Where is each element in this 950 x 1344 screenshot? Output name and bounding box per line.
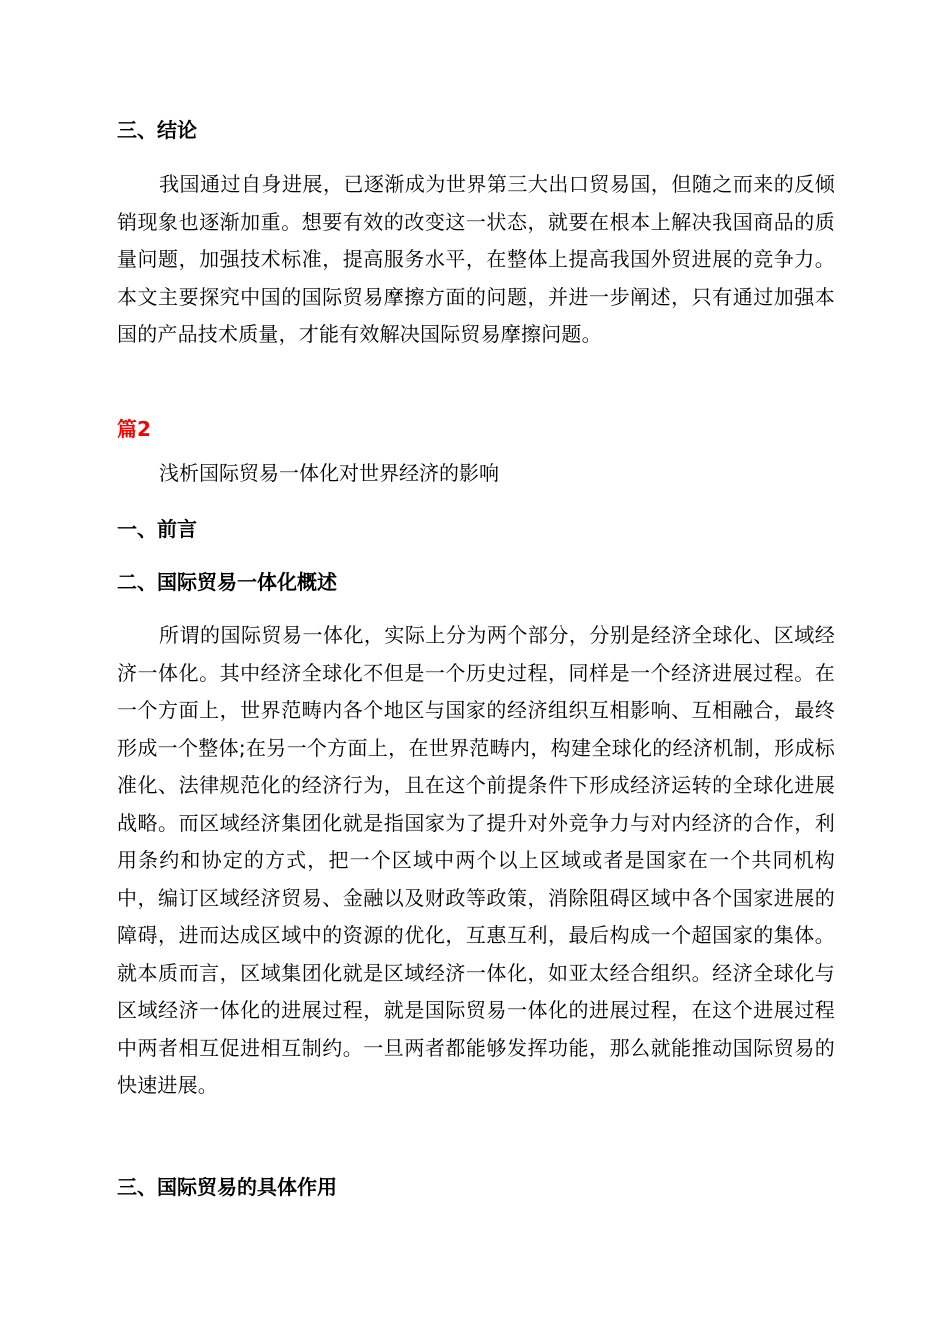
conclusion-paragraph: 我国通过自身进展，已逐渐成为世界第三大出口贸易国，但随之而来的反倾销现象也逐渐加重。想要有效的改变这一状态，就要在根本上解决我国商品的质量问题，加强技术标准，提高服务水平，在整体上提高我国外贸进展的竞争力。本文主要探究中国的国际贸易摩擦方面的问题，并进一步阐述，只有通过加强本国的产品技术质量，才能有效解决国际贸易摩擦问题。	[117, 172, 835, 346]
intro-heading: 一、前言	[117, 517, 197, 541]
role-heading: 三、国际贸易的具体作用	[117, 1175, 337, 1199]
overview-paragraph: 所谓的国际贸易一体化，实际上分为两个部分，分别是经济全球化、区域经济一体化。其中经济全球化不但是一个历史过程，同样是一个经济进展过程。在一个方面上，世界范畴内各个地区与国家的经济组织互相影响、互相融合，最终形成一个整体;在另一个方面上，在世界范畴内，构建全球化的经济机制，形成标准化、法律规范化的经济行为，且在这个前提条件下形成经济运转的全球化进展战略。而区域经济集团化就是指国家为了提升对外竞争力与对内经济的合作，利用条约和协定的方式，把一个区域中两个以上区域或者是国家在一个共同机构中，编订区域经济贸易、金融以及财政等政策，消除阻碍区域中各个国家进展的障碍，进而达成区域中的资源的优化，互惠互利，最后构成一个超国家的集体。就本质而言，区域集团化就是区域经济一体化，如亚太经合组织。经济全球化与区域经济一体化的进展过程，就是国际贸易一体化的进展过程，在这个进展过程中两者相互促进相互制约。一旦两者都能够发挥功能，那么就能推动国际贸易的快速进展。	[117, 623, 835, 1097]
article-2-label: 篇2	[117, 417, 151, 441]
article-2-title: 浅析国际贸易一体化对世界经济的影响	[159, 461, 499, 485]
overview-heading: 二、国际贸易一体化概述	[117, 570, 337, 594]
conclusion-heading: 三、结论	[117, 118, 197, 142]
